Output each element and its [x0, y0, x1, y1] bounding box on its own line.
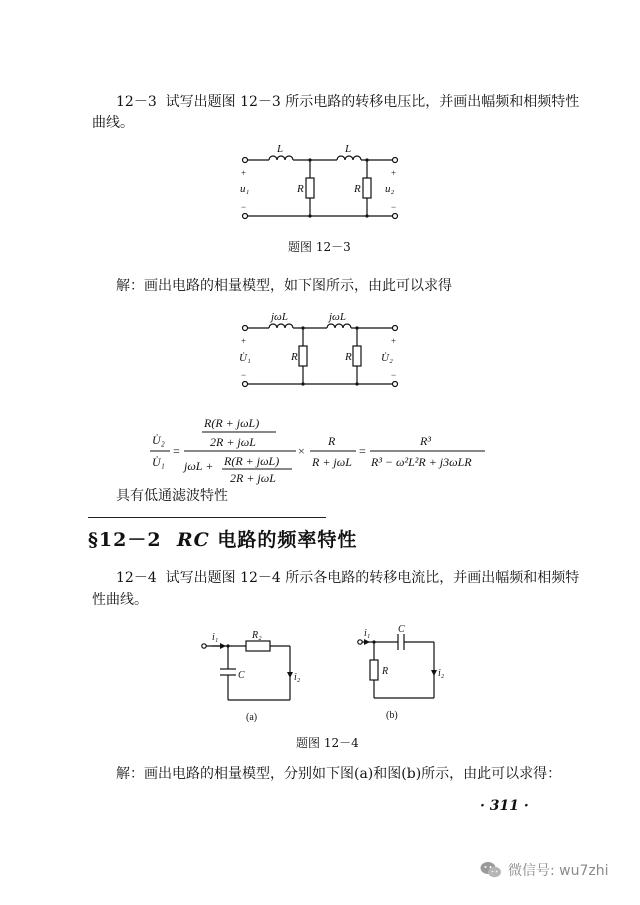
- conclusion-text: 具有低通滤波特性: [116, 488, 228, 504]
- impedance-label-1: jωL: [271, 311, 288, 323]
- wechat-icon: [480, 861, 502, 879]
- impedance-label-2: jωL: [329, 311, 346, 323]
- plus-sign-out: +: [391, 168, 397, 178]
- eq-result-denominator: R³ − ω²L²R + j3ωLR: [371, 455, 472, 469]
- section-symbol: §12－2: [88, 529, 162, 551]
- inductor-label-2: L: [345, 143, 352, 155]
- input-current-label: i₁: [212, 632, 219, 643]
- output-current-label: i₂: [438, 668, 445, 679]
- input-voltage-label: u₁: [240, 183, 250, 195]
- resistor-label-2: R: [345, 351, 352, 363]
- problem-12-3-line1: [116, 92, 579, 112]
- eq-times-sign: ×: [298, 444, 305, 458]
- plus-sign-in: +: [241, 336, 247, 346]
- resistor-label: R: [382, 666, 389, 677]
- circuit-figure-12-4a: [198, 628, 308, 724]
- output-voltage-label: u₂: [385, 183, 395, 195]
- page-number: · 311 ·: [480, 798, 529, 814]
- resistor-label: R₂: [252, 630, 262, 641]
- watermark: [480, 860, 609, 880]
- input-current-label: i₁: [364, 628, 371, 639]
- output-current-label: i₂: [294, 672, 301, 683]
- problem-12-4-line2: 性曲线。: [92, 592, 148, 608]
- section-divider: [88, 517, 326, 518]
- resistor-label-1: R: [291, 351, 298, 363]
- solution-12-3-text: 解：画出电路的相量模型，如下图所示，由此可以求得: [116, 278, 452, 294]
- solution-12-4-text: 解：画出电路的相量模型，分别如下图(a)和图(b)所示，由此可以求得：: [116, 766, 562, 782]
- eq-lhs-denominator: U̇₁: [152, 455, 165, 469]
- minus-sign-in: −: [241, 202, 247, 212]
- watermark-text: 微信号: wu7zhi: [508, 863, 609, 879]
- section-title: 电路的频率特性: [217, 529, 358, 551]
- eq-inner-numerator: R(R + jωL): [204, 416, 260, 430]
- problem-12-3-text: 试写出题图 12－3 所示电路的转移电压比，并画出幅频和相频特性: [165, 94, 580, 110]
- figure-caption-12-4: 题图 12－4: [296, 736, 359, 750]
- input-phasor-label: U̇₁: [239, 352, 251, 364]
- problem-12-3-number: 12－3: [116, 94, 157, 110]
- eq-equals-2: =: [359, 444, 366, 458]
- resistor-label-1: R: [297, 183, 304, 195]
- plus-sign-in: +: [241, 168, 247, 178]
- output-phasor-label: U̇₂: [381, 352, 393, 364]
- minus-sign-out: −: [391, 370, 397, 380]
- problem-12-3-line2: 曲线。: [92, 115, 134, 131]
- problem-12-4-line1: [116, 568, 579, 588]
- capacitor-label: C: [398, 624, 405, 635]
- eq-denominator-fraction-denominator: 2R + jωL: [230, 471, 276, 485]
- eq-result-numerator: R³: [420, 434, 431, 448]
- transfer-function-equation: [140, 412, 500, 488]
- resistor-label-2: R: [354, 183, 361, 195]
- section-heading: [88, 525, 357, 552]
- eq-lhs-numerator: U̇₂: [152, 433, 165, 447]
- eq-denominator-prefix: jωL +: [184, 459, 214, 473]
- capacitor-label: C: [238, 670, 245, 681]
- plus-sign-out: +: [391, 336, 397, 346]
- eq-inner-denominator: 2R + jωL: [210, 435, 256, 449]
- eq-factor2-numerator: R: [328, 434, 336, 448]
- minus-sign-out: −: [391, 202, 397, 212]
- subfigure-label-a: (a): [246, 712, 258, 723]
- eq-denominator-fraction-numerator: R(R + jωL): [224, 454, 280, 468]
- eq-factor2-denominator: R + jωL: [312, 455, 352, 469]
- subfigure-label-b: (b): [386, 710, 398, 721]
- inductor-label-1: L: [277, 143, 284, 155]
- circuit-figure-12-4b: [354, 624, 464, 722]
- problem-12-4-number: 12－4: [116, 570, 157, 586]
- phasor-model-figure: [235, 308, 405, 392]
- section-rc: RC: [176, 529, 210, 551]
- eq-equals-1: =: [173, 444, 180, 458]
- circuit-figure-12-3: [235, 140, 405, 222]
- figure-caption-12-3: 题图 12－3: [288, 240, 351, 254]
- problem-12-4-text: 试写出题图 12－4 所示各电路的转移电流比，并画出幅频和相频特: [165, 570, 580, 586]
- minus-sign-in: −: [241, 370, 247, 380]
